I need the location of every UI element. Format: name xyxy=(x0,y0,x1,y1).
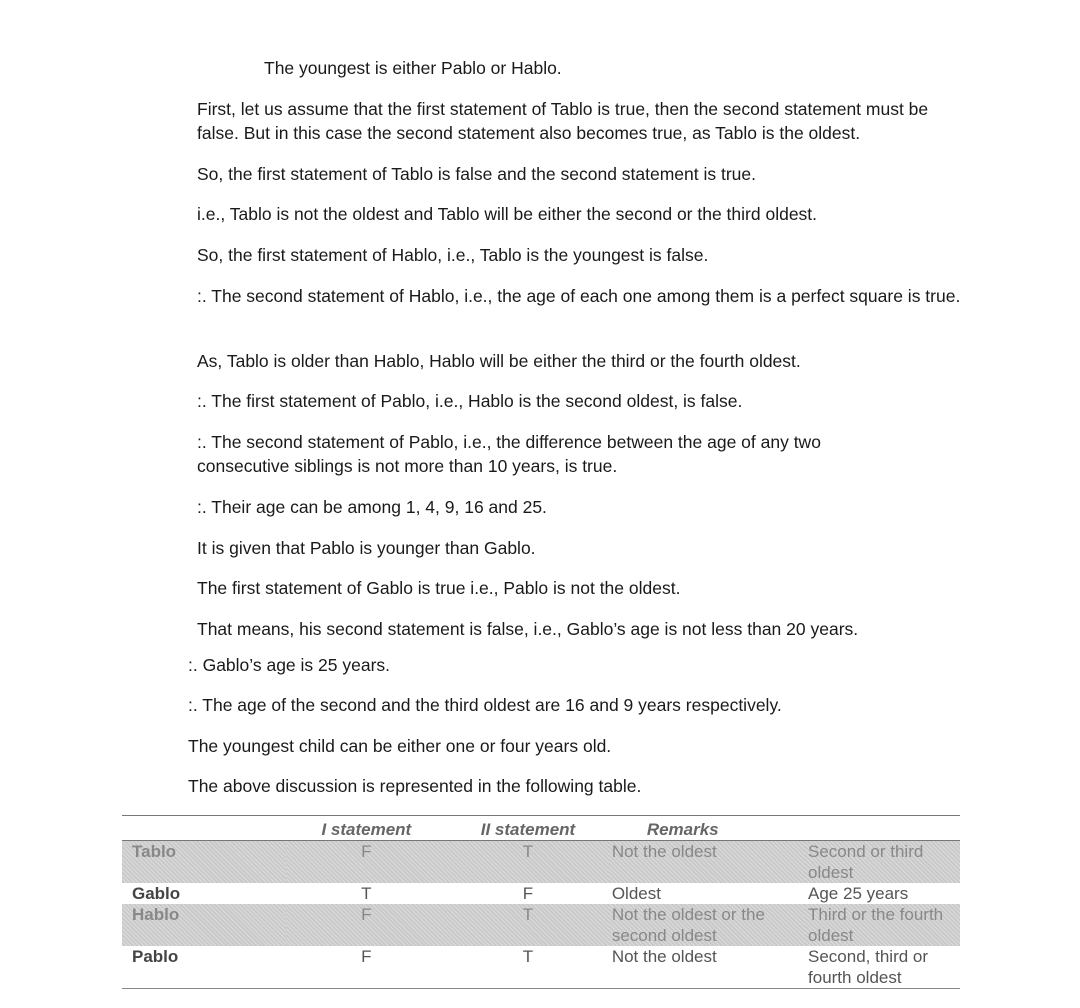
paragraph-gablo-second-false: That means, his second statement is false, i.e., Gablo’s age is not less than 20 years. xyxy=(197,619,859,639)
row-first-statement: T xyxy=(361,884,372,903)
paragraph-tablo-older: As, Tablo is older than Hablo, Hablo will be either the third or the fourth oldest. xyxy=(197,351,801,371)
paragraph-assumption: First, let us assume that the first statement of Tablo is true, then the second statement must be false. But in this case the second statement also becomes true, as Tablo is the oldest. xyxy=(197,99,929,143)
header-name xyxy=(122,816,286,841)
row-remark-detail: Second, third or fourth oldest xyxy=(805,946,960,989)
row-first-statement: F xyxy=(286,946,448,989)
header-remarks: Remarks xyxy=(609,816,805,841)
paragraph-pablo-younger: It is given that Pablo is younger than Gablo. xyxy=(197,538,536,558)
row-second-statement: F xyxy=(522,884,534,903)
row-first-statement: F xyxy=(286,841,448,884)
paragraph-table-intro: The above discussion is represented in the following table. xyxy=(188,776,642,796)
row-remark: Not the oldest xyxy=(609,946,805,989)
paragraph-tablo-not-oldest: i.e., Tablo is not the oldest and Tablo will be either the second or the third oldest. xyxy=(197,204,818,224)
row-name: Hablo xyxy=(122,904,286,946)
table-row xyxy=(122,904,960,946)
row-remark: Not the oldest or the second oldest xyxy=(609,904,805,946)
paragraph-pablo-second-true: :. The second statement of Pablo, i.e., the difference between the age of any two consecutive siblings is not more than 10 years, is true. xyxy=(197,432,821,476)
paragraph-youngest: The youngest is either Pablo or Hablo. xyxy=(264,58,562,78)
row-remark-detail: Second or third oldest xyxy=(805,841,960,884)
paragraph-pablo-first-false: :. The first statement of Pablo, i.e., Hablo is the second oldest, is false. xyxy=(197,391,743,411)
statements-table xyxy=(122,815,960,989)
row-remark: Not the oldest xyxy=(609,841,805,884)
paragraph-second-third-age: :. The age of the second and the third oldest are 16 and 9 years respectively. xyxy=(188,695,782,715)
paragraph-hablo-first-false: So, the first statement of Hablo, i.e., Tablo is the youngest is false. xyxy=(197,245,709,265)
row-second-statement: T xyxy=(447,946,609,989)
row-second-statement: T xyxy=(447,841,609,884)
paragraph-youngest-age: The youngest child can be either one or four years old. xyxy=(188,736,612,756)
paragraph-hablo-second-true: :. The second statement of Hablo, i.e., the age of each one among them is a perfect square is true. xyxy=(197,286,961,306)
row-remark-detail: Third or the fourth oldest xyxy=(805,904,960,946)
paragraph-gablo-first-true: The first statement of Gablo is true i.e., Pablo is not the oldest. xyxy=(197,578,681,598)
table-header-row xyxy=(122,816,960,841)
row-first-statement: F xyxy=(286,904,448,946)
paragraph-gablo-age: :. Gablo’s age is 25 years. xyxy=(188,655,391,675)
row-name: Gablo xyxy=(132,884,181,903)
header-first-statement: I statement xyxy=(286,816,448,841)
row-remark-detail: Age 25 years xyxy=(808,884,909,903)
row-second-statement: T xyxy=(447,904,609,946)
header-remarks-extra xyxy=(805,816,960,841)
table-row xyxy=(122,883,960,904)
row-name: Pablo xyxy=(122,946,286,989)
table-row xyxy=(122,841,960,884)
row-remark: Oldest xyxy=(611,884,661,903)
row-name: Tablo xyxy=(122,841,286,884)
paragraph-tablo-first-false: So, the first statement of Tablo is false and the second statement is true. xyxy=(197,164,757,184)
table-row xyxy=(122,946,960,989)
header-second-statement: II statement xyxy=(447,816,609,841)
paragraph-ages: :. Their age can be among 1, 4, 9, 16 and 25. xyxy=(197,497,547,517)
